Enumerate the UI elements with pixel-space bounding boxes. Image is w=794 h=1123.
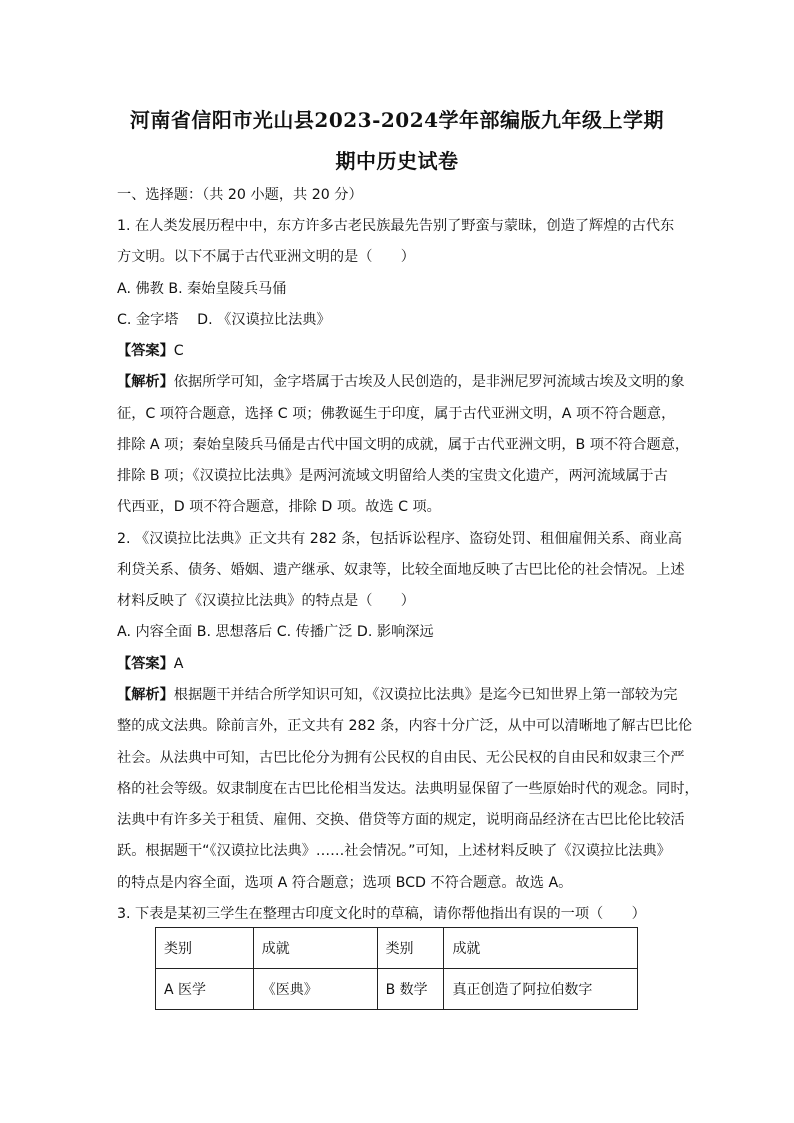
q1-options-line-1: A. 佛教 B. 秦始皇陵兵马俑 — [117, 281, 287, 297]
q2-options: A. 内容全面 B. 思想落后 C. 传播广泛 D. 影响深远 — [117, 624, 434, 640]
q2-stem-line-1: 2. 《汉谟拉比法典》正文共有 282 条，包括诉讼程序、盗窃处罚、租佃雇佣关系、商业高 — [117, 531, 682, 547]
analysis-tag: 【解析】 — [117, 374, 174, 390]
answer-tag: 【答案】 — [117, 343, 174, 359]
q3-table — [155, 927, 638, 1010]
table-header-cell: 成就 — [444, 928, 638, 969]
q2-analysis-line-6: 跃。根据题干“《汉谟拉比法典》……社会情况。”可知，上述材料反映了《汉谟拉比法典》 — [117, 843, 671, 859]
q1-answer — [117, 341, 677, 361]
table-cell: 《医典》 — [253, 969, 377, 1010]
q1-options-line-2: C. 金字塔 D. 《汉谟拉比法典》 — [117, 312, 331, 328]
analysis-tag: 【解析】 — [117, 687, 174, 703]
q1-analysis-line-3: 排除 A 项；秦始皇陵兵马俑是古代中国文明的成就，属于古代亚洲文明，B 项不符合题意， — [117, 437, 690, 453]
table-header-cell: 成就 — [253, 928, 377, 969]
q2-answer-value: A — [173, 656, 184, 672]
q3-stem: 3. 下表是某初三学生在整理古印度文化时的草稿，请你帮他指出有误的一项（ ） — [117, 906, 646, 922]
q1-analysis-line-2: 征，C 项符合题意，选择 C 项；佛教诞生于印度，属于古代亚洲文明，A 项不符合题意， — [117, 406, 676, 422]
q2-stem-line-3: 材料反映了《汉谟拉比法典》的特点是（ ） — [117, 593, 415, 609]
q1-stem-line-2: 方文明。以下不属于古代亚洲文明的是（ ） — [117, 249, 415, 265]
q2-analysis-line-4: 格的社会等级。奴隶制度在古巴比伦相当发达。法典明显保留了一些原始时代的观念。同时， — [117, 781, 699, 797]
answer-tag: 【答案】 — [117, 656, 174, 672]
table-header-cell: 类别 — [156, 928, 254, 969]
table-row — [156, 969, 638, 1010]
q1-analysis-line-1 — [117, 372, 685, 392]
q2-analysis-line-3: 社会。从法典中可知，古巴比伦分为拥有公民权的自由民、无公民权的自由民和奴隶三个严 — [117, 750, 685, 766]
q2-analysis-line-1 — [117, 685, 677, 705]
exam-title-line-2: 期中历史试卷 — [335, 149, 459, 173]
table-cell: A 医学 — [156, 969, 254, 1010]
q2-analysis-line-2: 整的成文法典。除前言外，正文共有 282 条，内容十分广泛，从中可以清晰地了解古巴比伦 — [117, 718, 693, 734]
q1-answer-value: C — [173, 343, 184, 359]
table-header-row — [156, 928, 638, 969]
table-cell: B 数学 — [377, 969, 444, 1010]
q1-stem-line-1: 1. 在人类发展历程中中，东方许多古老民族最先告别了野蛮与蒙昧，创造了辉煌的古代东 — [117, 218, 675, 234]
q2-stem-line-2: 利贷关系、债务、婚姻、遗产继承、奴隶等，比较全面地反映了古巴比伦的社会情况。上述 — [117, 562, 685, 578]
q1-analysis-line-5: 代西亚，D 项不符合题意，排除 D 项。故选 C 项。 — [117, 499, 441, 515]
q2-analysis-text-1: 根据题干并结合所学知识可知，《汉谟拉比法典》是迄今已知世界上第一部较为完 — [173, 687, 678, 703]
q2-analysis-line-7: 的特点是内容全面，选项 A 符合题意；选项 BCD 不符合题意。故选 A。 — [117, 875, 573, 891]
q1-analysis-text-1: 依据所学可知，金字塔属于古埃及人民创造的，是非洲尼罗河流域古埃及文明的象 — [173, 374, 685, 390]
exam-title-line-1: 河南省信阳市光山县2023-2024学年部编版九年级上学期 — [129, 108, 665, 132]
section-heading: 一、选择题：（共 20 小题，共 20 分） — [117, 187, 363, 203]
q2-analysis-line-5: 法典中有许多关于租赁、雇佣、交换、借贷等方面的规定，说明商品经济在古巴比伦比较活 — [117, 812, 685, 828]
q2-answer — [117, 654, 677, 674]
table-header-cell: 类别 — [377, 928, 444, 969]
q1-analysis-line-4: 排除 B 项；《汉谟拉比法典》是两河流域文明留给人类的宝贵文化遗产，两河流域属于古 — [117, 468, 668, 484]
table-cell: 真正创造了阿拉伯数字 — [444, 969, 638, 1010]
